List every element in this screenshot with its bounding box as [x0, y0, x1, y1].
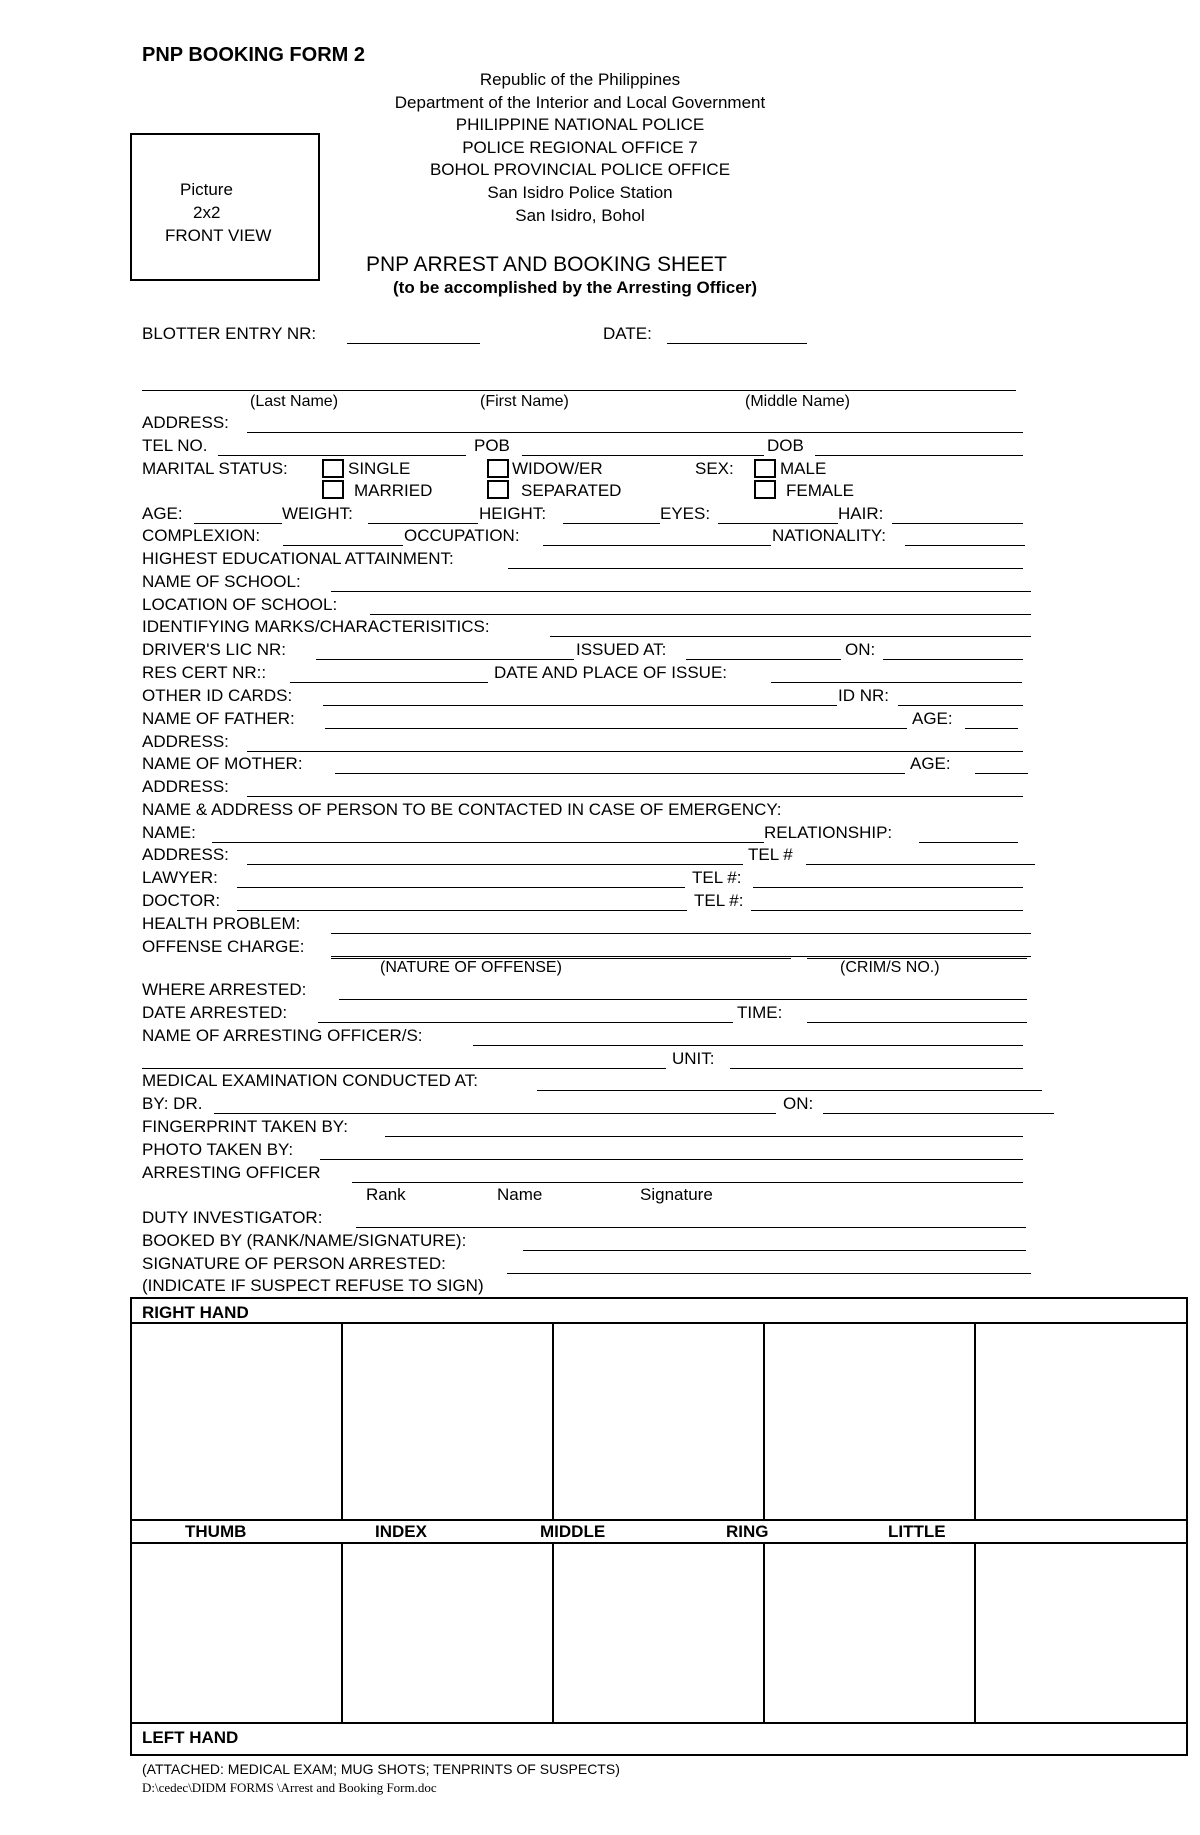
- fp-row-divider-3: [130, 1542, 1188, 1544]
- married-checkbox[interactable]: [322, 480, 344, 499]
- medical-exam-line[interactable]: [537, 1090, 1042, 1091]
- res-cert-label: RES CERT NR::: [142, 663, 267, 682]
- date-arrested-line[interactable]: [318, 1022, 733, 1023]
- height-label: HEIGHT:: [479, 504, 547, 523]
- education-label: HIGHEST EDUCATIONAL ATTAINMENT:: [142, 549, 454, 568]
- married-label: MARRIED: [354, 481, 433, 500]
- age-label: AGE:: [142, 504, 183, 523]
- signature-arrested-label: SIGNATURE OF PERSON ARRESTED:: [142, 1254, 446, 1273]
- finger-little-label: LITTLE: [888, 1522, 946, 1541]
- right-hand-label: RIGHT HAND: [142, 1303, 249, 1322]
- left-hand-label: LEFT HAND: [142, 1728, 239, 1747]
- father-address-line[interactable]: [247, 751, 1023, 752]
- time-label: TIME:: [737, 1003, 783, 1022]
- photo-box: [130, 133, 320, 281]
- header-line-bohol-ppo: BOHOL PROVINCIAL POLICE OFFICE: [429, 160, 731, 179]
- unit-label: UNIT:: [672, 1049, 715, 1068]
- lawyer-tel-line[interactable]: [753, 887, 1023, 888]
- last-name-caption: (Last Name): [250, 393, 339, 410]
- signature-arrested-line[interactable]: [507, 1273, 1031, 1274]
- unit-line[interactable]: [730, 1068, 1023, 1069]
- nationality-line[interactable]: [905, 545, 1025, 546]
- medical-on-label: ON:: [783, 1094, 814, 1113]
- weight-label: WEIGHT:: [282, 504, 353, 523]
- finger-index-label: INDEX: [375, 1522, 427, 1541]
- health-line[interactable]: [331, 933, 1031, 934]
- lic-on-line[interactable]: [883, 659, 1023, 660]
- mother-address-label: ADDRESS:: [142, 777, 229, 796]
- booked-by-line[interactable]: [523, 1250, 1026, 1251]
- fp-col-1-top: [341, 1322, 343, 1519]
- header-line-dilg: Department of the Interior and Local Government: [394, 93, 766, 112]
- education-line[interactable]: [508, 568, 1023, 569]
- emergency-name-line[interactable]: [212, 842, 764, 843]
- date-place-issue-line[interactable]: [771, 682, 1022, 683]
- header-line-republic: Republic of the Philippines: [479, 70, 681, 89]
- hair-line[interactable]: [892, 523, 1023, 524]
- fingerprint-table: [130, 1297, 1188, 1756]
- father-address-label: ADDRESS:: [142, 732, 229, 751]
- photo-taken-label: PHOTO TAKEN BY:: [142, 1140, 294, 1159]
- identifying-marks-label: IDENTIFYING MARKS/CHARACTERISITICS:: [142, 617, 490, 636]
- dob-label: DOB: [767, 436, 804, 455]
- father-label: NAME OF FATHER:: [142, 709, 295, 728]
- mother-line[interactable]: [335, 773, 905, 774]
- date-place-issue-label: DATE AND PLACE OF ISSUE:: [494, 663, 728, 682]
- lawyer-label: LAWYER:: [142, 868, 218, 887]
- arresting-officers-line[interactable]: [473, 1045, 1023, 1046]
- rank-caption: Rank: [366, 1185, 406, 1204]
- date-line[interactable]: [667, 343, 807, 344]
- fp-row-divider-4: [130, 1722, 1188, 1724]
- middle-name-caption: (Middle Name): [745, 393, 850, 410]
- by-dr-line[interactable]: [214, 1113, 776, 1114]
- pob-label: POB: [474, 436, 510, 455]
- finger-thumb-label: THUMB: [185, 1522, 247, 1541]
- emergency-heading: NAME & ADDRESS OF PERSON TO BE CONTACTED IN CASE OF EMERGENCY:: [142, 800, 782, 819]
- photo-taken-line[interactable]: [320, 1159, 1023, 1160]
- health-label: HEALTH PROBLEM:: [142, 914, 301, 933]
- fp-col-4-top: [974, 1322, 976, 1519]
- emergency-name-label: NAME:: [142, 823, 196, 842]
- refuse-sign-note: (INDICATE IF SUSPECT REFUSE TO SIGN): [142, 1276, 484, 1295]
- where-arrested-line[interactable]: [339, 999, 1027, 1000]
- doctor-label: DOCTOR:: [142, 891, 221, 910]
- father-age-line[interactable]: [965, 728, 1018, 729]
- crim-no-caption: (CRIM/S NO.): [840, 959, 940, 976]
- tel-no-label: TEL NO.: [142, 436, 208, 455]
- emergency-tel-line[interactable]: [806, 864, 1035, 865]
- identifying-marks-line[interactable]: [550, 636, 1031, 637]
- emergency-address-label: ADDRESS:: [142, 845, 229, 864]
- finger-middle-label: MIDDLE: [540, 1522, 606, 1541]
- nature-offense-caption: (NATURE OF OFFENSE): [380, 959, 562, 976]
- height-line[interactable]: [563, 523, 660, 524]
- school-name-label: NAME OF SCHOOL:: [142, 572, 301, 591]
- header-line-town: San Isidro, Bohol: [515, 206, 645, 225]
- emergency-tel-label: TEL #: [748, 845, 793, 864]
- male-label: MALE: [780, 459, 827, 478]
- mother-age-label: AGE:: [910, 754, 951, 773]
- arresting-officer-label: ARRESTING OFFICER: [142, 1163, 321, 1182]
- header-line-station: San Isidro Police Station: [487, 183, 673, 202]
- sheet-title: PNP ARREST AND BOOKING SHEET: [366, 253, 727, 276]
- address-label: ADDRESS:: [142, 413, 229, 432]
- father-line[interactable]: [325, 728, 907, 729]
- issued-at-line[interactable]: [686, 659, 841, 660]
- other-id-label: OTHER ID CARDS:: [142, 686, 293, 705]
- mother-label: NAME OF MOTHER:: [142, 754, 303, 773]
- sex-label: SEX:: [695, 459, 734, 478]
- photo-label-picture: Picture: [180, 180, 233, 199]
- signature-caption: Signature: [640, 1185, 713, 1204]
- id-nr-line[interactable]: [898, 705, 1023, 706]
- separated-label: SEPARATED: [521, 481, 622, 500]
- doctor-tel-label: TEL #:: [694, 891, 744, 910]
- school-location-line[interactable]: [370, 614, 1031, 615]
- female-label: FEMALE: [786, 481, 855, 500]
- first-name-caption: (First Name): [480, 393, 569, 410]
- arresting-officers-line-2[interactable]: [142, 1068, 666, 1069]
- arresting-officer-line[interactable]: [352, 1182, 1023, 1183]
- offense-line-1[interactable]: [331, 956, 1031, 957]
- mother-address-line[interactable]: [247, 796, 1023, 797]
- blotter-label: BLOTTER ENTRY NR:: [142, 324, 317, 343]
- header-line-pnp: PHILIPPINE NATIONAL POLICE: [455, 115, 705, 134]
- hair-label: HAIR:: [838, 504, 884, 523]
- drivers-lic-label: DRIVER'S LIC NR:: [142, 640, 286, 659]
- widower-checkbox[interactable]: [487, 459, 509, 478]
- fp-col-2-bottom: [552, 1542, 554, 1722]
- female-checkbox[interactable]: [754, 480, 776, 499]
- fp-col-4-bottom: [974, 1542, 976, 1722]
- eyes-line[interactable]: [718, 523, 838, 524]
- finger-ring-label: RING: [726, 1522, 769, 1541]
- date-arrested-label: DATE ARRESTED:: [142, 1003, 288, 1022]
- fp-row-divider-2: [130, 1519, 1188, 1521]
- photo-label-view: FRONT VIEW: [165, 226, 272, 245]
- fp-col-2-top: [552, 1322, 554, 1519]
- father-age-label: AGE:: [912, 709, 953, 728]
- age-line[interactable]: [194, 523, 282, 524]
- res-cert-line[interactable]: [290, 682, 488, 683]
- duty-investigator-line[interactable]: [356, 1227, 1026, 1228]
- occupation-line[interactable]: [543, 545, 771, 546]
- offense-label: OFFENSE CHARGE:: [142, 937, 305, 956]
- id-nr-label: ID NR:: [838, 686, 889, 705]
- occupation-label: OCCUPATION:: [404, 526, 520, 545]
- lawyer-tel-label: TEL #:: [692, 868, 742, 887]
- single-checkbox[interactable]: [322, 459, 344, 478]
- blotter-line[interactable]: [347, 343, 480, 344]
- nationality-label: NATIONALITY:: [772, 526, 886, 545]
- single-label: SINGLE: [348, 459, 411, 478]
- fp-col-1-bottom: [341, 1542, 343, 1722]
- widower-label: WIDOW/ER: [512, 459, 603, 478]
- eyes-label: EYES:: [660, 504, 711, 523]
- fingerprint-taken-line[interactable]: [385, 1136, 1023, 1137]
- fp-col-3-top: [763, 1322, 765, 1519]
- by-dr-label: BY: DR.: [142, 1094, 203, 1113]
- lic-on-label: ON:: [845, 640, 876, 659]
- form-code: PNP BOOKING FORM 2: [142, 44, 365, 66]
- time-line[interactable]: [807, 1022, 1027, 1023]
- doctor-line[interactable]: [237, 910, 687, 911]
- drivers-lic-line[interactable]: [316, 659, 574, 660]
- relationship-line[interactable]: [919, 842, 1018, 843]
- doctor-tel-line[interactable]: [751, 910, 1023, 911]
- header-line-pro7: POLICE REGIONAL OFFICE 7: [462, 138, 698, 157]
- attached-note: (ATTACHED: MEDICAL EXAM; MUG SHOTS; TENPRINTS OF SUSPECTS): [142, 1761, 620, 1777]
- medical-exam-label: MEDICAL EXAMINATION CONDUCTED AT:: [142, 1071, 478, 1090]
- sheet-subtitle: (to be accomplished by the Arresting Officer): [393, 278, 757, 297]
- mother-age-line[interactable]: [975, 773, 1028, 774]
- booked-by-label: BOOKED BY (RANK/NAME/SIGNATURE):: [142, 1231, 467, 1250]
- school-name-line[interactable]: [331, 591, 1031, 592]
- fingerprint-taken-label: FINGERPRINT TAKEN BY:: [142, 1117, 348, 1136]
- dob-line[interactable]: [815, 455, 1023, 456]
- where-arrested-label: WHERE ARRESTED:: [142, 980, 307, 999]
- pob-line[interactable]: [522, 455, 764, 456]
- lawyer-line[interactable]: [237, 887, 685, 888]
- marital-status-label: MARITAL STATUS:: [142, 459, 288, 478]
- name-caption: Name: [497, 1185, 543, 1204]
- school-location-label: LOCATION OF SCHOOL:: [142, 595, 338, 614]
- file-path: D:\cedec\DIDM FORMS \Arrest and Booking Form.doc: [142, 1780, 437, 1795]
- complexion-label: COMPLEXION:: [142, 526, 261, 545]
- full-name-line[interactable]: [142, 390, 1016, 391]
- weight-line[interactable]: [368, 523, 478, 524]
- duty-investigator-label: DUTY INVESTIGATOR:: [142, 1208, 323, 1227]
- photo-label-size: 2x2: [193, 203, 221, 222]
- issued-at-label: ISSUED AT:: [576, 640, 667, 659]
- date-label: DATE:: [603, 324, 652, 343]
- tel-no-line[interactable]: [218, 455, 466, 456]
- emergency-address-line[interactable]: [247, 864, 743, 865]
- male-checkbox[interactable]: [754, 459, 776, 478]
- relationship-label: RELATIONSHIP:: [764, 823, 893, 842]
- medical-on-line[interactable]: [823, 1113, 1054, 1114]
- separated-checkbox[interactable]: [487, 480, 509, 499]
- arresting-officers-label: NAME OF ARRESTING OFFICER/S:: [142, 1026, 423, 1045]
- fp-row-divider-1: [130, 1322, 1188, 1324]
- address-line[interactable]: [247, 432, 1023, 433]
- other-id-line[interactable]: [323, 705, 837, 706]
- fp-col-3-bottom: [763, 1542, 765, 1722]
- complexion-line[interactable]: [283, 545, 403, 546]
